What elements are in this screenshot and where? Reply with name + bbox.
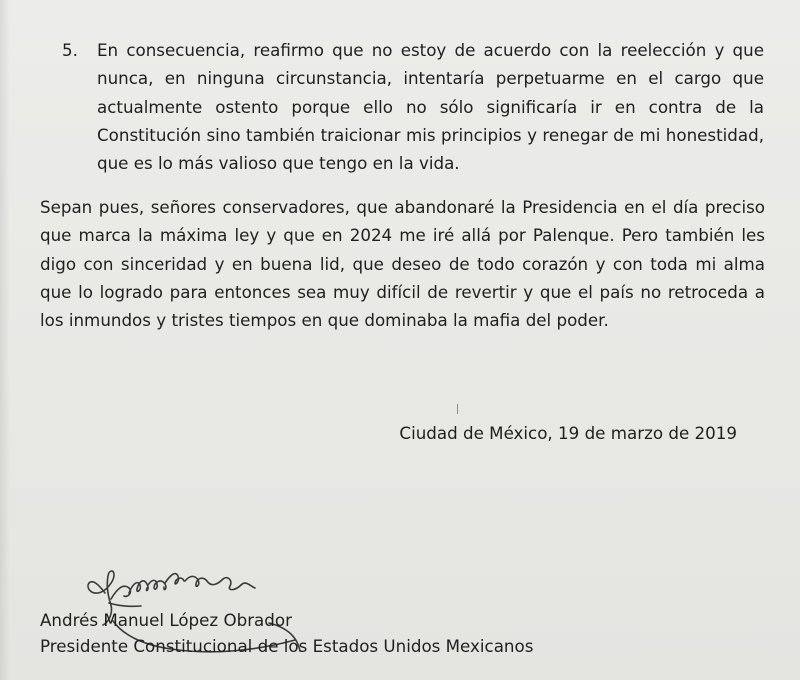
place-and-date: Ciudad de México, 19 de marzo de 2019 (399, 423, 737, 443)
page-edge-shadow (0, 0, 10, 680)
signer-name: Andrés Manuel López Obrador (40, 610, 292, 630)
signer-title: Presidente Constitucional de los Estados Unidos Mexicanos (40, 636, 534, 656)
point-text: En consecuencia, reafirmo que no estoy de acuerdo con la reelección y que nunca, en ninguna circunstancia, intentaría perpetuarme en el cargo que actualmente ostento porque ello no sólo significaría ir en contra de la Constitución sino también traicionar mis principios y renegar de mi honestidad, que es lo más valioso que tengo en la vida. (97, 40, 764, 174)
point-number: 5. (62, 40, 78, 60)
closing-paragraph: Sepan pues, señores conservadores, que abandonaré la Presidencia en el día preciso que marca la máxima ley y que en 2024 me iré allá por Palenque. Pero también les digo con sinceridad y en buena lid, que deseo de todo corazón y con toda mi alma que lo logrado para entonces sea muy difícil de revertir y que el país no retroceda a los inmundos y tristes tiempos en que dominaba la mafia del poder. (40, 197, 765, 331)
numbered-point (62, 36, 764, 177)
margin-mark (457, 404, 458, 414)
